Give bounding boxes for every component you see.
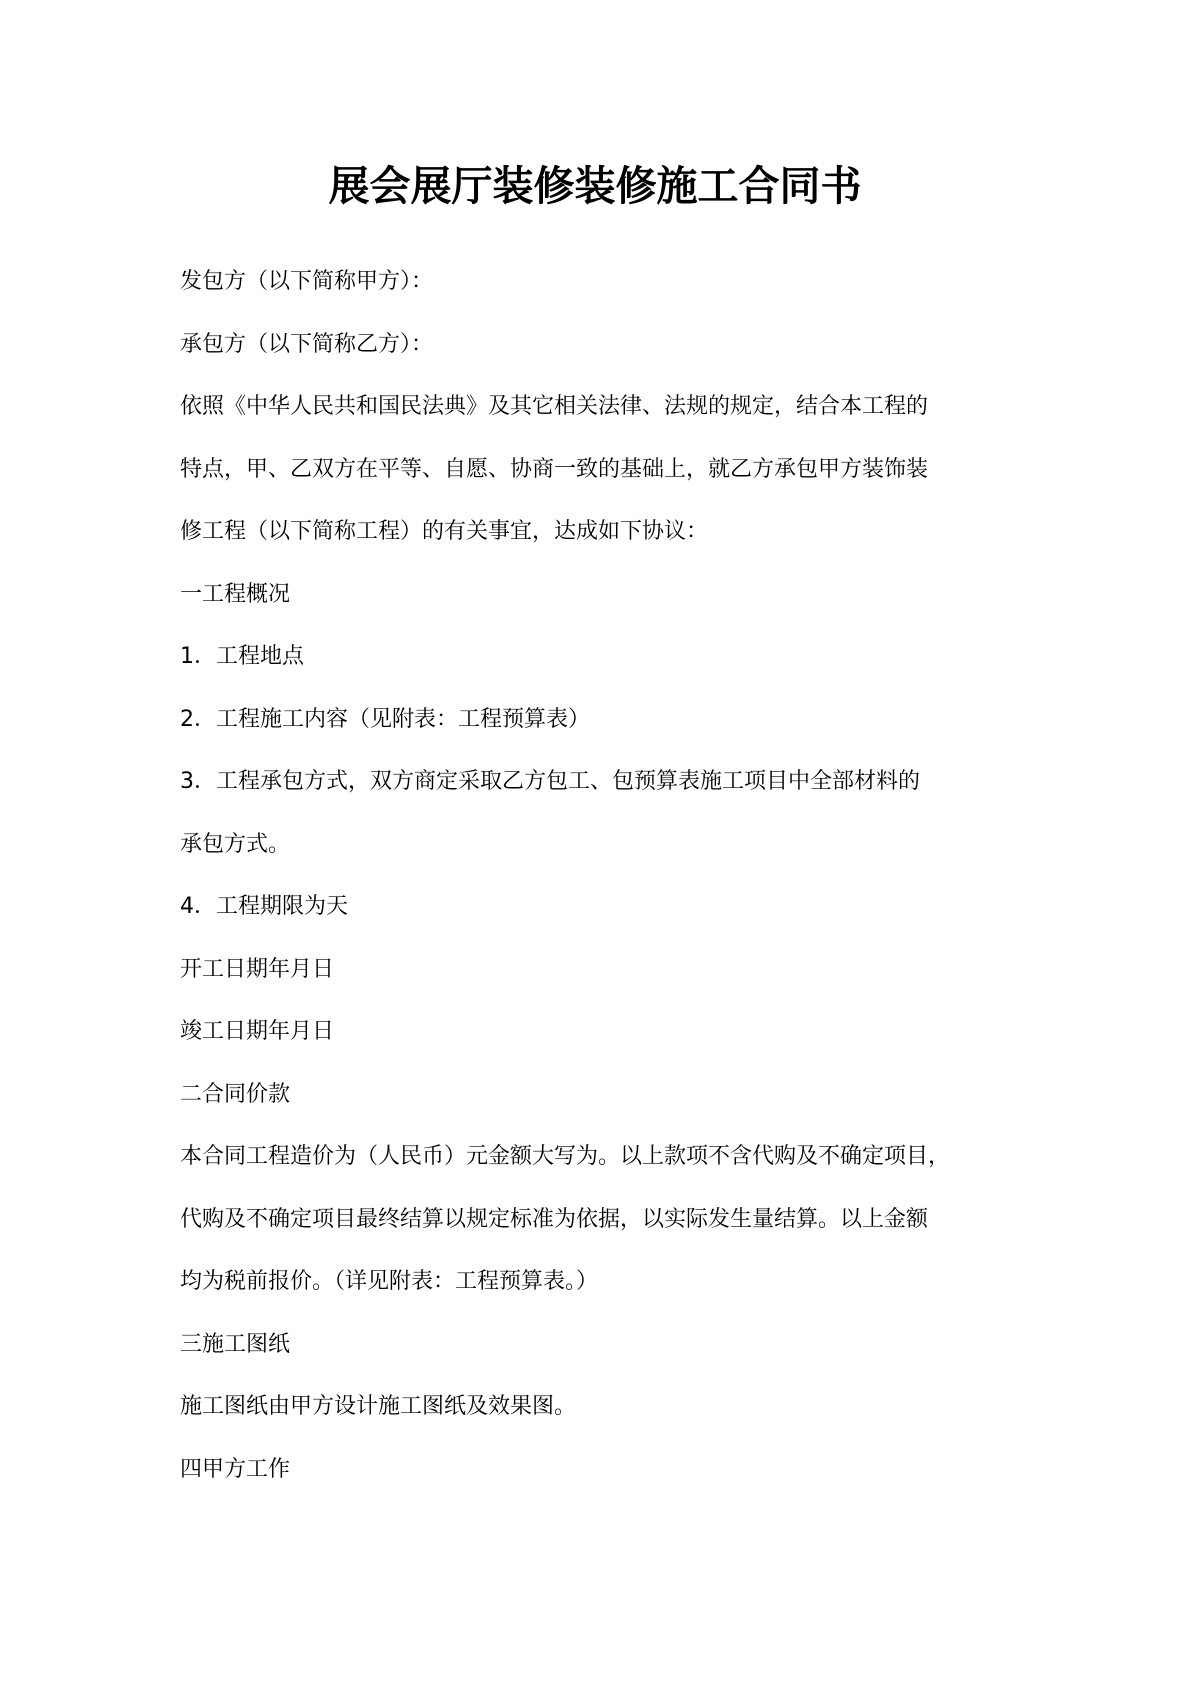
clause-1-4: 4．工程期限为天	[180, 894, 348, 919]
document-body	[180, 268, 1040, 1518]
clause-1-1: 1．工程地点	[180, 644, 304, 669]
party-b-line: 承包方（以下简称乙方）：	[180, 331, 434, 357]
clause-1-3: 3．工程承包方式，双方商定采取乙方包工、包预算表施工项目中全部材料的	[180, 769, 920, 794]
clause-1-3-cont: 承包方式。	[180, 831, 291, 857]
preamble-line-3: 修工程（以下简称工程）的有关事宜，达成如下协议：	[180, 519, 709, 544]
preamble-line-2: 特点，甲、乙双方在平等、自愿、协商一致的基础上，就乙方承包甲方装饰装	[180, 456, 929, 482]
document-title: 展会展厅装修装修施工合同书	[328, 162, 862, 210]
price-line-1: 本合同工程造价为（人民币）元金额大写为。以上款项不含代购及不确定项目，	[180, 1144, 951, 1169]
preamble-line-1: 依照《中华人民共和国民法典》及其它相关法律、法规的规定，结合本工程的	[180, 394, 929, 419]
section-heading-2: 二合同价款	[180, 1081, 291, 1107]
section-heading-1: 一工程概况	[180, 581, 291, 607]
drawings-line: 施工图纸由甲方设计施工图纸及效果图。	[180, 1394, 577, 1419]
section-heading-3: 三施工图纸	[180, 1331, 291, 1357]
price-line-2: 代购及不确定项目最终结算以规定标准为依据，以实际发生量结算。以上金额	[180, 1206, 929, 1232]
party-a-line: 发包方（以下简称甲方）：	[180, 269, 434, 294]
price-line-3: 均为税前报价。（详见附表：工程预算表。）	[180, 1269, 599, 1294]
section-heading-4: 四甲方工作	[180, 1456, 291, 1482]
clause-1-2: 2．工程施工内容（见附表：工程预算表）	[180, 706, 590, 732]
start-date-line: 开工日期年月日	[180, 956, 335, 982]
completion-date-line: 竣工日期年月日	[180, 1019, 335, 1044]
